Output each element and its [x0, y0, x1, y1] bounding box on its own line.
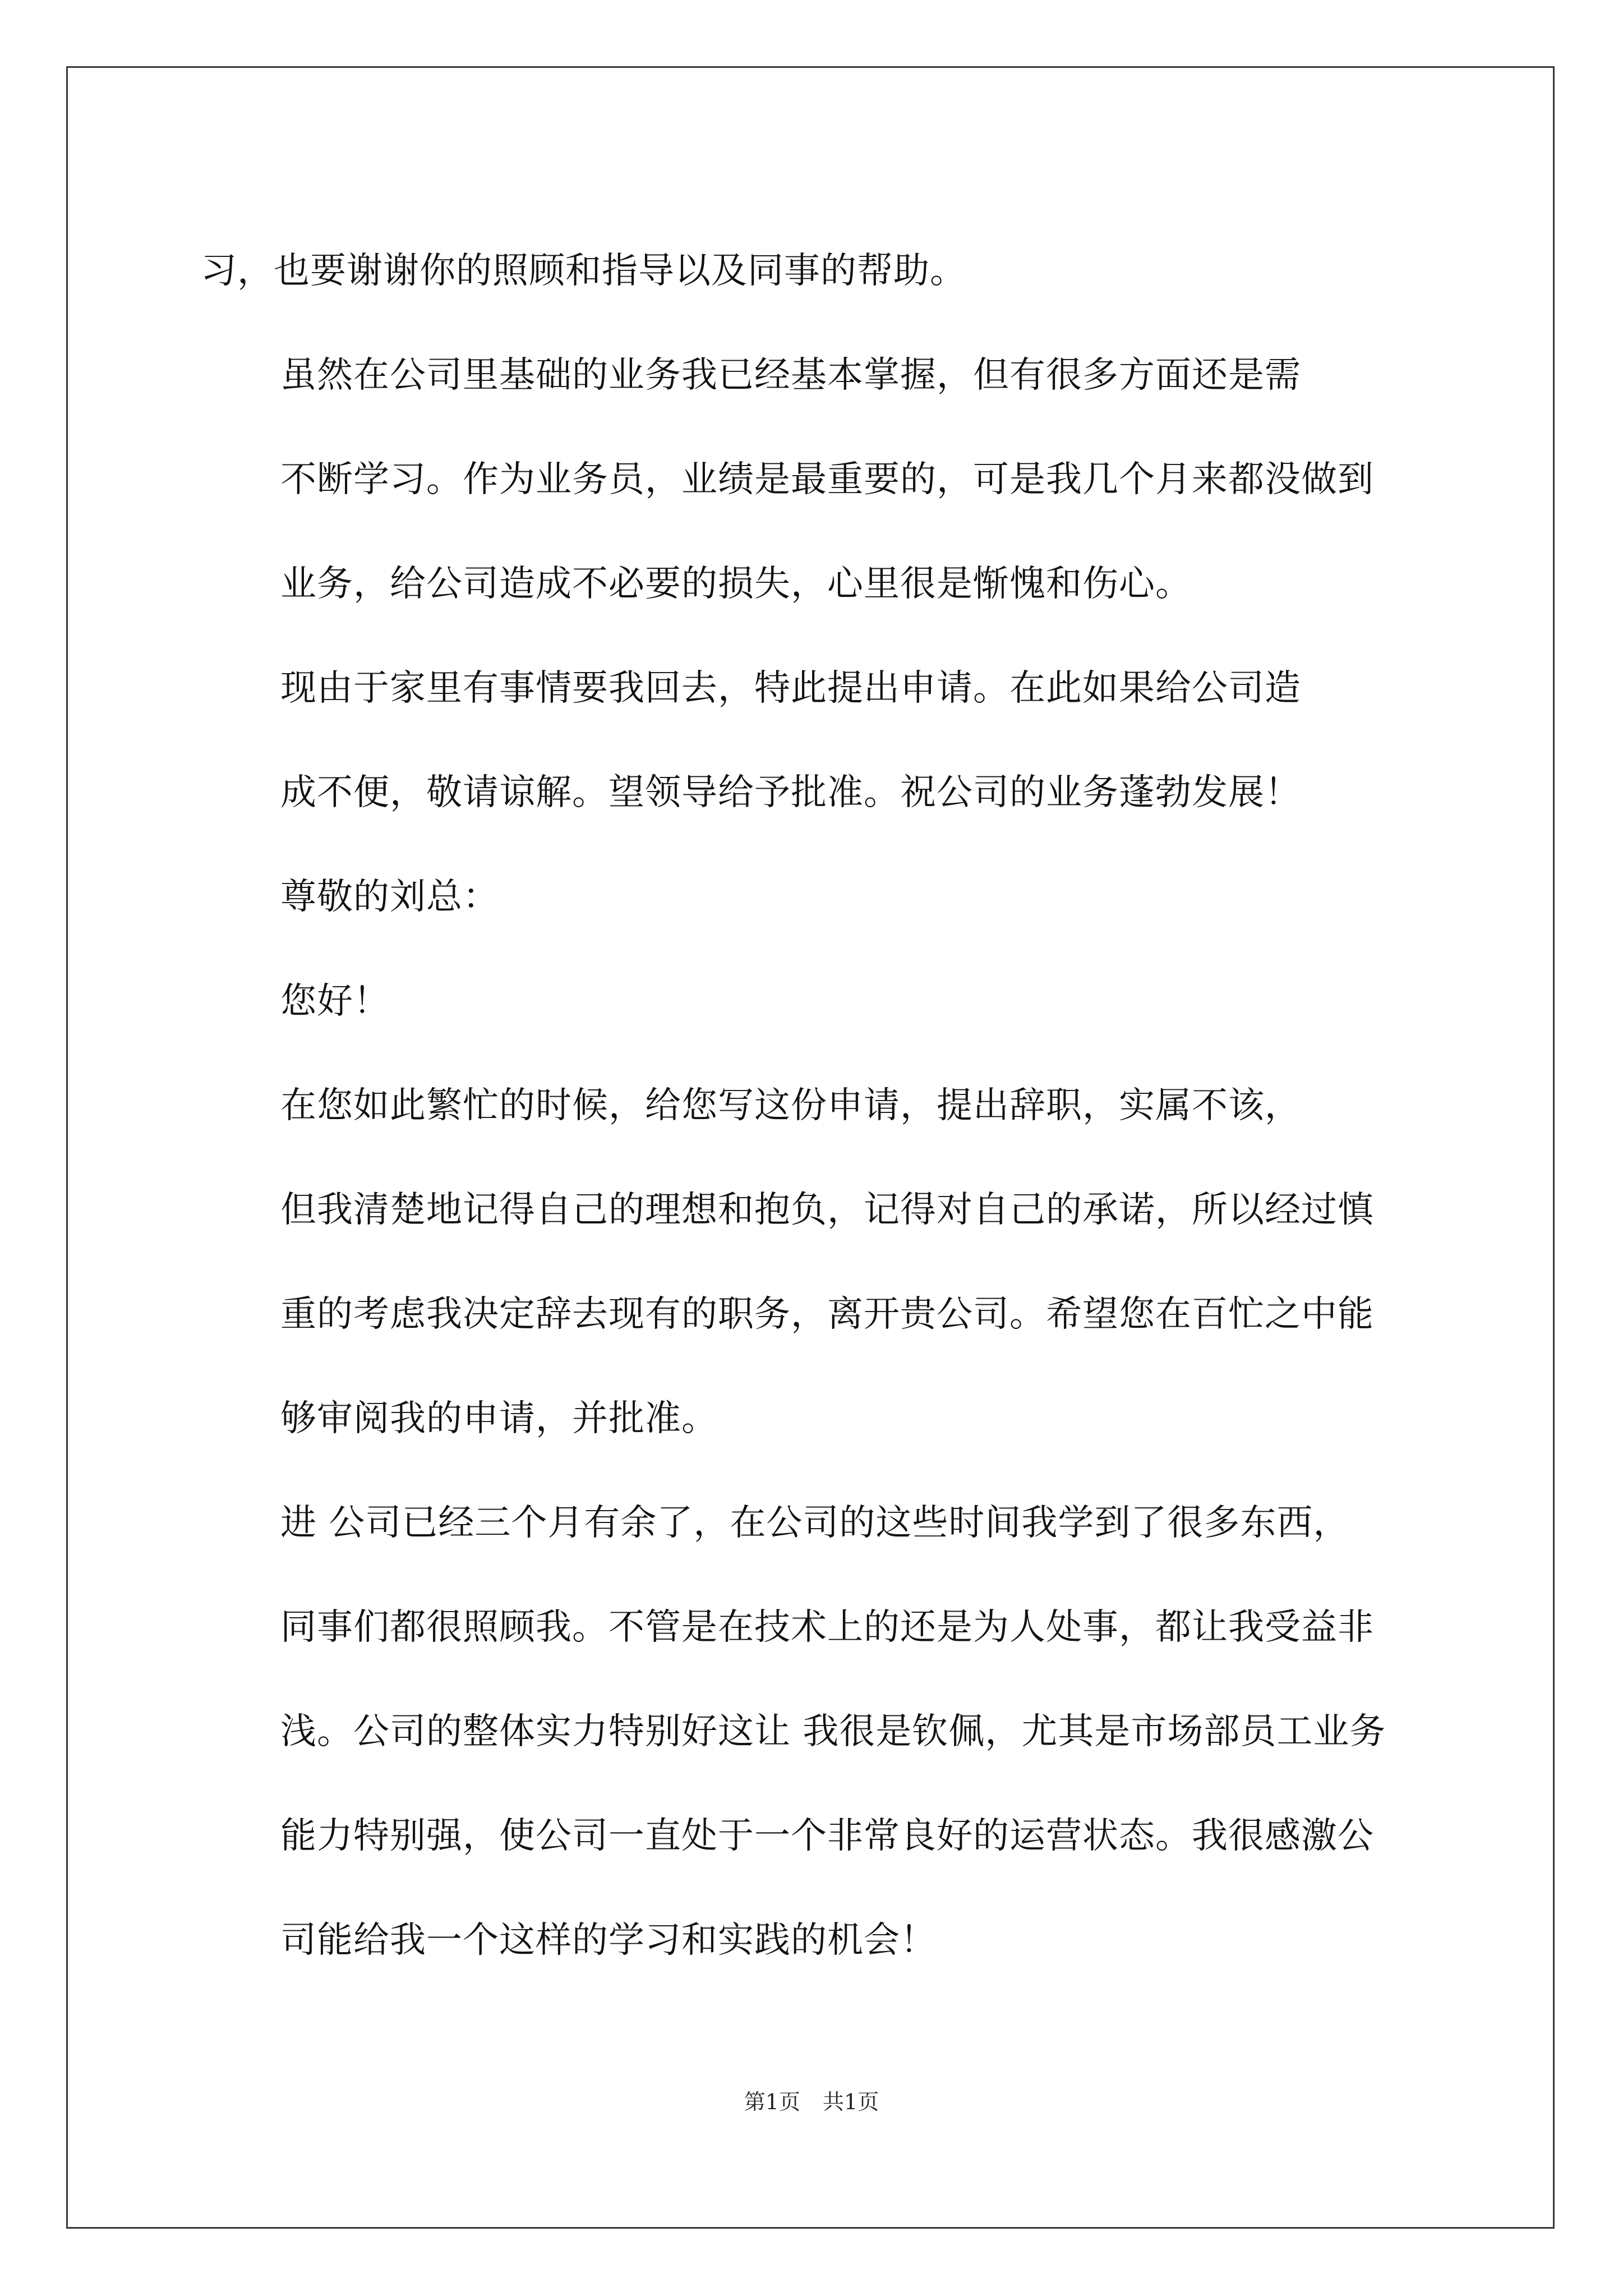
- paragraph-1: [201, 219, 1422, 323]
- text-line: 司能给我一个这样的学习和实践的机会！: [280, 1920, 937, 1961]
- text-line: 在您如此繁忙的时候，给您写这份申请，提出辞职，实属不该，: [280, 1085, 1301, 1126]
- text-line: 但我清楚地记得自己的理想和抱负，记得对自己的承诺，所以经过慎: [280, 1189, 1374, 1231]
- paragraph-3: [201, 636, 1422, 845]
- text-line: 业务，给公司造成不必要的损失，心里很是惭愧和伤心。: [280, 563, 1192, 605]
- paragraph-7: [201, 1471, 1422, 1993]
- text-line: 习，也要谢谢你的照顾和指导以及同事的帮助。: [201, 250, 966, 292]
- paragraph-6: [201, 1053, 1422, 1471]
- text-line: 同事们都很照顾我。不管是在技术上的还是为人处事，都让我受益非: [280, 1607, 1374, 1648]
- text-line: 成不便，敬请谅解。望领导给予批准。祝公司的业务蓬勃发展！: [280, 772, 1301, 813]
- greeting: [201, 949, 1422, 1053]
- text-line: 够审阅我的申请，并批准。: [280, 1398, 718, 1439]
- salutation: [201, 845, 1422, 949]
- text-line: 您好！: [280, 981, 390, 1022]
- text-line: 重的考虑我决定辞去现有的职务，离开贵公司。希望您在百忙之中能: [280, 1294, 1374, 1335]
- paragraph-2: [201, 323, 1422, 636]
- document-body: [201, 219, 1422, 1993]
- text-line: 虽然在公司里基础的业务我已经基本掌握，但有很多方面还是需: [280, 355, 1301, 396]
- page-number: 第1页: [744, 2090, 800, 2114]
- text-line: 不断学习。作为业务员，业绩是最重要的，可是我几个月来都没做到: [280, 459, 1374, 500]
- text-line: 进 公司已经三个月有余了，在公司的这些时间我学到了很多东西，: [280, 1502, 1350, 1544]
- page-footer: [0, 2088, 1623, 2116]
- text-line: 尊敬的刘总：: [280, 876, 499, 918]
- text-line: 浅。公司的整体实力特别好这让 我很是钦佩，尤其是市场部员工业务: [280, 1711, 1386, 1752]
- page-total: 共1页: [823, 2090, 879, 2114]
- text-line: 能力特别强，使公司一直处于一个非常良好的运营状态。我很感激公: [280, 1815, 1374, 1857]
- text-line: 现由于家里有事情要我回去，特此提出申请。在此如果给公司造: [280, 668, 1301, 709]
